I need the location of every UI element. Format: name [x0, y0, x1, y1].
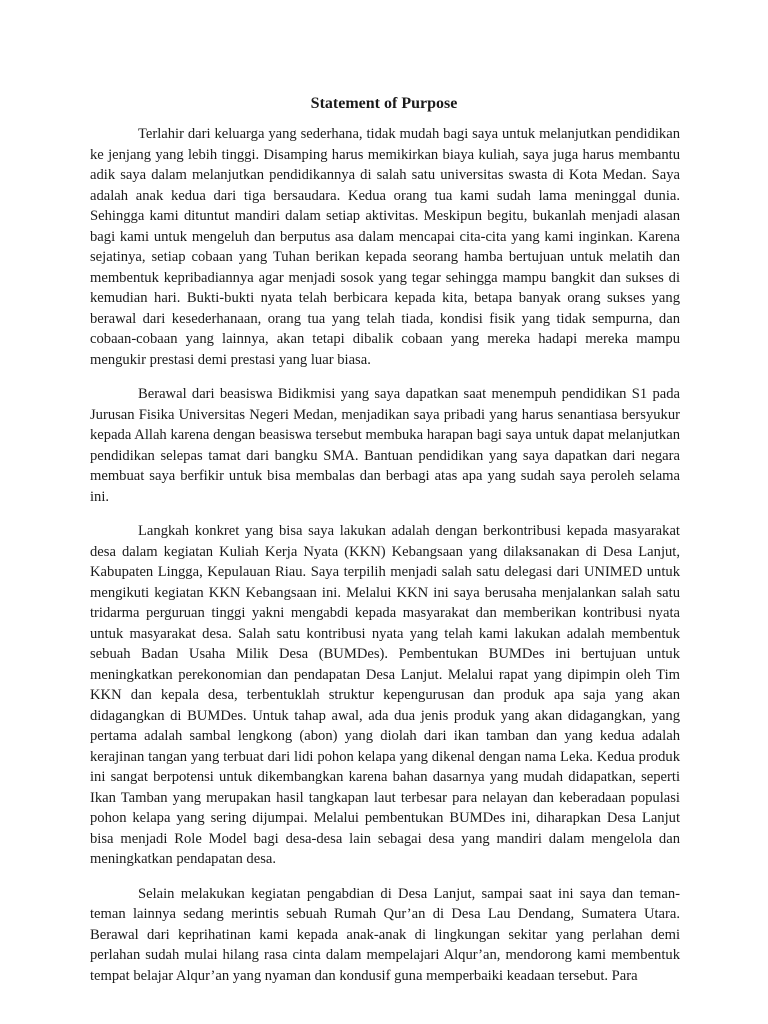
paragraph-1: Terlahir dari keluarga yang sederhana, tidak mudah bagi saya untuk melanjutkan pendidikan ke jenjang yang lebih tinggi. Disamping harus memikirkan biaya kuliah, saya juga harus membantu adik saya dalam melanjutkan pendidikannya di salah satu universitas swasta di Kota Medan. Saya adalah anak kedua dari tiga bersaudara. Kedua orang tua kami sudah lama meninggal dunia. Sehingga kami dituntut mandiri dalam setiap aktivitas. Meskipun begitu, bukanlah menjadi alasan bagi kami untuk mengeluh dan berputus asa dalam mencapai cita-cita yang kami inginkan. Karena sejatinya, setiap cobaan yang Tuhan berikan kepada seorang hamba bertujuan untuk melatih dan membentuk kepribadiannya agar menjadi sosok yang tegar sehingga mampu bangkit dan sukses di kemudian hari. Bukti-bukti nyata telah berbicara kepada kita, betapa banyak orang sukses yang berawal dari kesederhanaan, orang tua yang telah tiada, kondisi fisik yang tidak sempurna, dan cobaan-cobaan yang lainnya, akan tetapi dibalik cobaan yang mereka hadapi mereka mampu mengukir prestasi demi prestasi yang luar biasa. [90, 126, 680, 368]
document-title: Statement of Purpose [310, 95, 458, 112]
paragraph-3: Langkah konkret yang bisa saya lakukan adalah dengan berkontribusi kepada masyarakat desa dalam kegiatan Kuliah Kerja Nyata (KKN) Kebangsaan yang dilaksanakan di Desa Lanjut, Kabupaten Lingga, Kepulauan Riau. Saya terpilih menjadi salah satu delegasi dari UNIMED untuk mengikuti kegiatan KKN Kebangsaan ini. Melalui KKN ini saya berusaha menjalankan salah satu tridarma perguruan tinggi yakni mengabdi kepada masyarakat dan memberikan kontribusi nyata untuk masyarakat desa. Salah satu kontribusi nyata yang telah kami lakukan adalah membentuk sebuah Badan Usaha Milik Desa (BUMDes). Pembentukan BUMDes ini bertujuan untuk meningkatkan perekonomian dan pendapatan Desa Lanjut. Melalui rapat yang dipimpin oleh Tim KKN dan kepala desa, terbentuklah struktur kepengurusan dan produk apa saja yang akan didagangkan di BUMDes. Untuk tahap awal, ada dua jenis produk yang akan didagangkan, yang pertama adalah sambal lengkong (abon) yang diolah dari ikan tamban dan yang kedua adalah kerajinan tangan yang terbuat dari lidi pohon kelapa yang dikenal dengan nama Leka. Kedua produk ini sangat berpotensi untuk dikembangkan karena bahan dasarnya yang mudah didapatkan, seperti Ikan Tamban yang merupakan hasil tangkapan laut terbesar para nelayan dan keberadaan populasi pohon kelapa yang sering dijumpai. Melalui pembentukan BUMDes ini, diharapkan Desa Lanjut bisa menjadi Role Model bagi desa-desa lain sebagai desa yang mandiri dalam mengelola dan meningkatkan pendapatan desa. [90, 523, 680, 867]
paragraph-2: Berawal dari beasiswa Bidikmisi yang saya dapatkan saat menempuh pendidikan S1 pada Jurusan Fisika Universitas Negeri Medan, menjadikan saya pribadi yang harus senantiasa bersyukur kepada Allah karena dengan beasiswa tersebut membuka harapan bagi saya untuk dapat melanjutkan pendidikan selepas tamat dari bangku SMA. Bantuan pendidikan yang saya dapatkan dari negara membuat saya berfikir untuk bisa membalas dan berbagi atas apa yang sudah saya peroleh selama ini. [90, 386, 680, 505]
paragraph-4: Selain melakukan kegiatan pengabdian di Desa Lanjut, sampai saat ini saya dan teman-teman lainnya sedang merintis sebuah Rumah Qur’an di Desa Lau Dendang, Sumatera Utara. Berawal dari keprihatinan kami kepada anak-anak di lingkungan sekitar yang perlahan demi perlahan sudah mulai hilang rasa cinta dalam mempelajari Alqur’an, mendorong kami membentuk tempat belajar Alqur’an yang nyaman dan kondusif guna memperbaiki keadaan tersebut. Para [90, 885, 680, 984]
document-body [90, 124, 680, 1000]
